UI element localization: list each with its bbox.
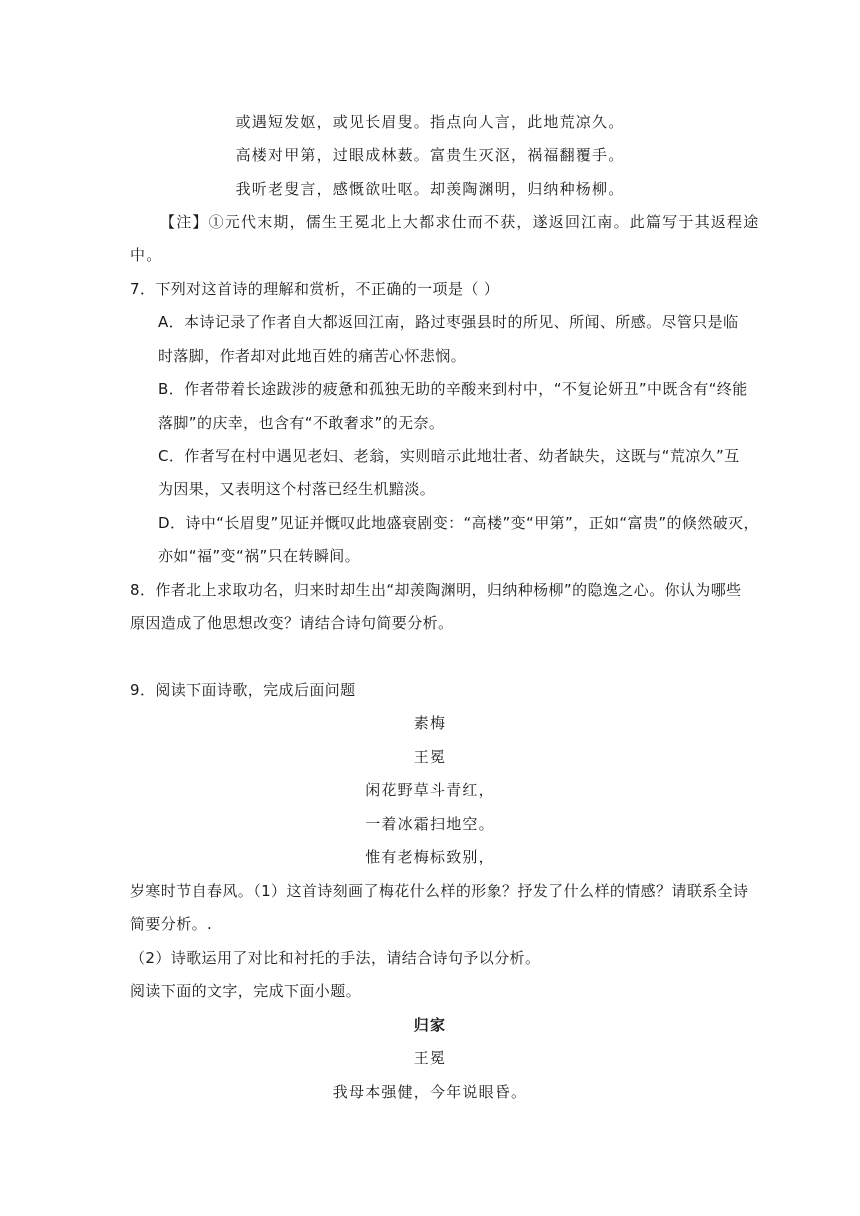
- question-7-stem: 7．下列对这首诗的理解和赏析，不正确的一项是（ ）: [130, 280, 500, 298]
- question-8-cont: 原因造成了他思想改变？请结合诗句简要分析。: [130, 614, 454, 632]
- poem-line: 我母本强健，今年说眼昏。: [332, 1083, 528, 1101]
- option-c-cont: 为因果，又表明这个村落已经生机黯淡。: [158, 480, 436, 498]
- poem-author: 王冕: [413, 748, 447, 766]
- poem-line: 一着冰霜扫地空。: [365, 815, 495, 833]
- question-9-sub1-cont: 简要分析。.: [130, 915, 213, 933]
- poem-author: 王冕: [413, 1049, 447, 1067]
- poem-line: 我听老叟言，感慨欲吐呕。却羡陶渊明，归纳种杨柳。: [235, 180, 625, 198]
- option-a-cont: 时落脚，作者却对此地百姓的痛苦心怀悲悯。: [158, 347, 467, 365]
- question-9-stem: 9．阅读下面诗歌，完成后面问题: [130, 681, 356, 699]
- poem-line: 闲花野草斗青红，: [365, 781, 495, 799]
- question-9-sub1: 岁寒时节自春风。（1）这首诗刻画了梅花什么样的形象？抒发了什么样的情感？请联系全诗: [130, 882, 749, 900]
- poem-line: 或遇短发妪，或见长眉叟。指点向人言，此地荒凉久。: [235, 113, 625, 131]
- question-9-sub2: （2）诗歌运用了对比和衬托的手法，请结合诗句予以分析。: [130, 949, 541, 967]
- poem-line: 高楼对甲第，过眼成林薮。富贵生灭沤，祸福翻覆手。: [235, 146, 625, 164]
- reading-intro: 阅读下面的文字，完成下面小题。: [130, 982, 362, 1000]
- option-d-cont: 亦如“福”变“祸”只在转瞬间。: [158, 547, 361, 565]
- option-d: D．诗中“长眉叟”见证并慨叹此地盛衰剧变：“高楼”变“甲第”，正如“富贵”的倏然破灭，: [158, 514, 759, 532]
- poem-line: 惟有老梅标致别，: [365, 848, 495, 866]
- option-a: A．本诗记录了作者自大都返回江南，路过枣强县时的所见、所闻、所感。尽管只是临: [158, 313, 739, 331]
- option-b-cont: 落脚”的庆幸，也含有“不敢奢求”的无奈。: [158, 414, 445, 432]
- annotation-note-cont: 中。: [130, 246, 163, 264]
- option-c: C．作者写在村中遇见老妇、老翁，实则暗示此地壮者、幼者缺失，这既与“荒凉久”互: [158, 447, 740, 465]
- question-8: 8．作者北上求取功名，归来时却生出“却羡陶渊明，归纳种杨柳”的隐逸之心。你认为哪些: [130, 581, 742, 599]
- option-b: B．作者带着长途跋涉的疲惫和孤独无助的辛酸来到村中，“不复论妍丑”中既含有“终能: [158, 380, 748, 398]
- annotation-note: 【注】①元代末期，儒生王冕北上大都求仕而不获，遂返回江南。此篇写于其返程途: [160, 213, 760, 231]
- poem-title: 归家: [413, 1016, 447, 1034]
- poem-title: 素梅: [413, 714, 447, 732]
